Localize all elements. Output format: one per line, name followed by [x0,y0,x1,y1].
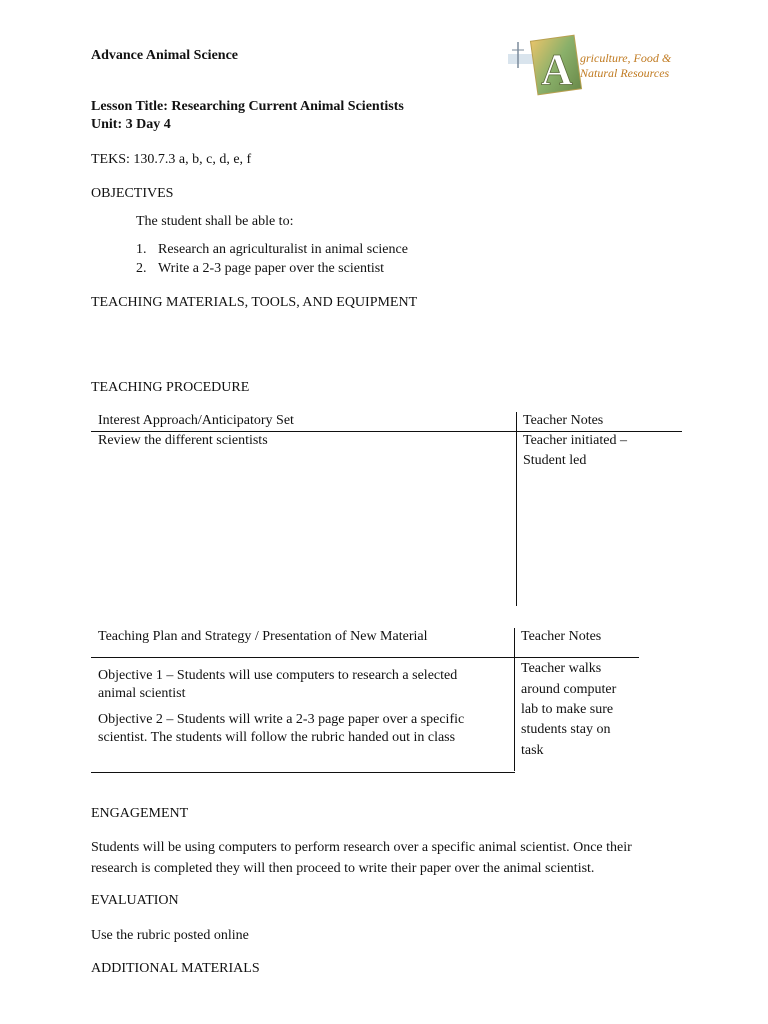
evaluation-text: Use the rubric posted online [91,928,249,943]
unit-label: Unit: 3 Day 4 [91,117,171,132]
table1-col2-body-line2: Student led [523,453,587,468]
table1-col2-body-line1: Teacher initiated – [523,433,627,448]
table2-column-divider [514,628,515,771]
logo-line2: Natural Resources [580,66,670,80]
table2-objective1-line1: Objective 1 – Students will use computers to research a selected [98,668,458,683]
table2-bottom-border [91,772,515,773]
additional-materials-heading: ADDITIONAL MATERIALS [91,961,260,976]
table1-col1-header: Interest Approach/Anticipatory Set [98,413,294,428]
table2-notes-line2: around computer [521,682,617,697]
table2-notes-line5: task [521,743,544,758]
logo-letter: A [541,45,573,94]
table1-col2-header: Teacher Notes [523,413,604,428]
table2-objective2-line2: scientist. The students will follow the rubric handed out in class [98,730,456,745]
objective-item-2-number: 2. [136,261,147,276]
table2-col1-header: Teaching Plan and Strategy / Presentation of New Material [98,629,428,644]
agriculture-logo [500,32,680,98]
objectives-heading: OBJECTIVES [91,186,174,201]
engagement-text-line2: research is completed they will then proceed to write their paper over the animal scientist. [91,861,595,876]
objective-item-2-text: Write a 2-3 page paper over the scientist [158,261,385,276]
materials-heading: TEACHING MATERIALS, TOOLS, AND EQUIPMENT [91,295,418,310]
procedure-heading: TEACHING PROCEDURE [91,380,250,395]
table1-col1-body: Review the different scientists [98,433,268,448]
lesson-title: Lesson Title: Researching Current Animal Scientists [91,99,404,114]
table2-objective2-line1: Objective 2 – Students will write a 2-3 page paper over a specific [98,712,465,727]
table2-notes-line4: students stay on [521,722,611,737]
objectives-intro: The student shall be able to: [136,214,294,229]
objective-item-1-text: Research an agriculturalist in animal science [158,242,408,257]
table2-notes-line1: Teacher walks [521,661,602,676]
objective-item-1-number: 1. [136,242,147,257]
engagement-text-line1: Students will be using computers to perform research over a specific animal scientist. Once their [91,840,632,855]
teks-label: TEKS: 130.7.3 a, b, c, d, e, f [91,152,252,167]
table2-objective1-line2: animal scientist [98,686,186,701]
course-title: Advance Animal Science [91,48,238,63]
engagement-heading: ENGAGEMENT [91,806,189,821]
agriculture-logo-graphic [500,32,680,98]
evaluation-heading: EVALUATION [91,893,179,908]
logo-line1: griculture, Food & [580,51,672,65]
table2-col2-header: Teacher Notes [521,629,602,644]
table2-notes-line3: lab to make sure [521,702,614,717]
table1-column-divider [516,412,517,606]
table1-header-divider [91,431,682,432]
table2-header-divider [91,657,639,658]
